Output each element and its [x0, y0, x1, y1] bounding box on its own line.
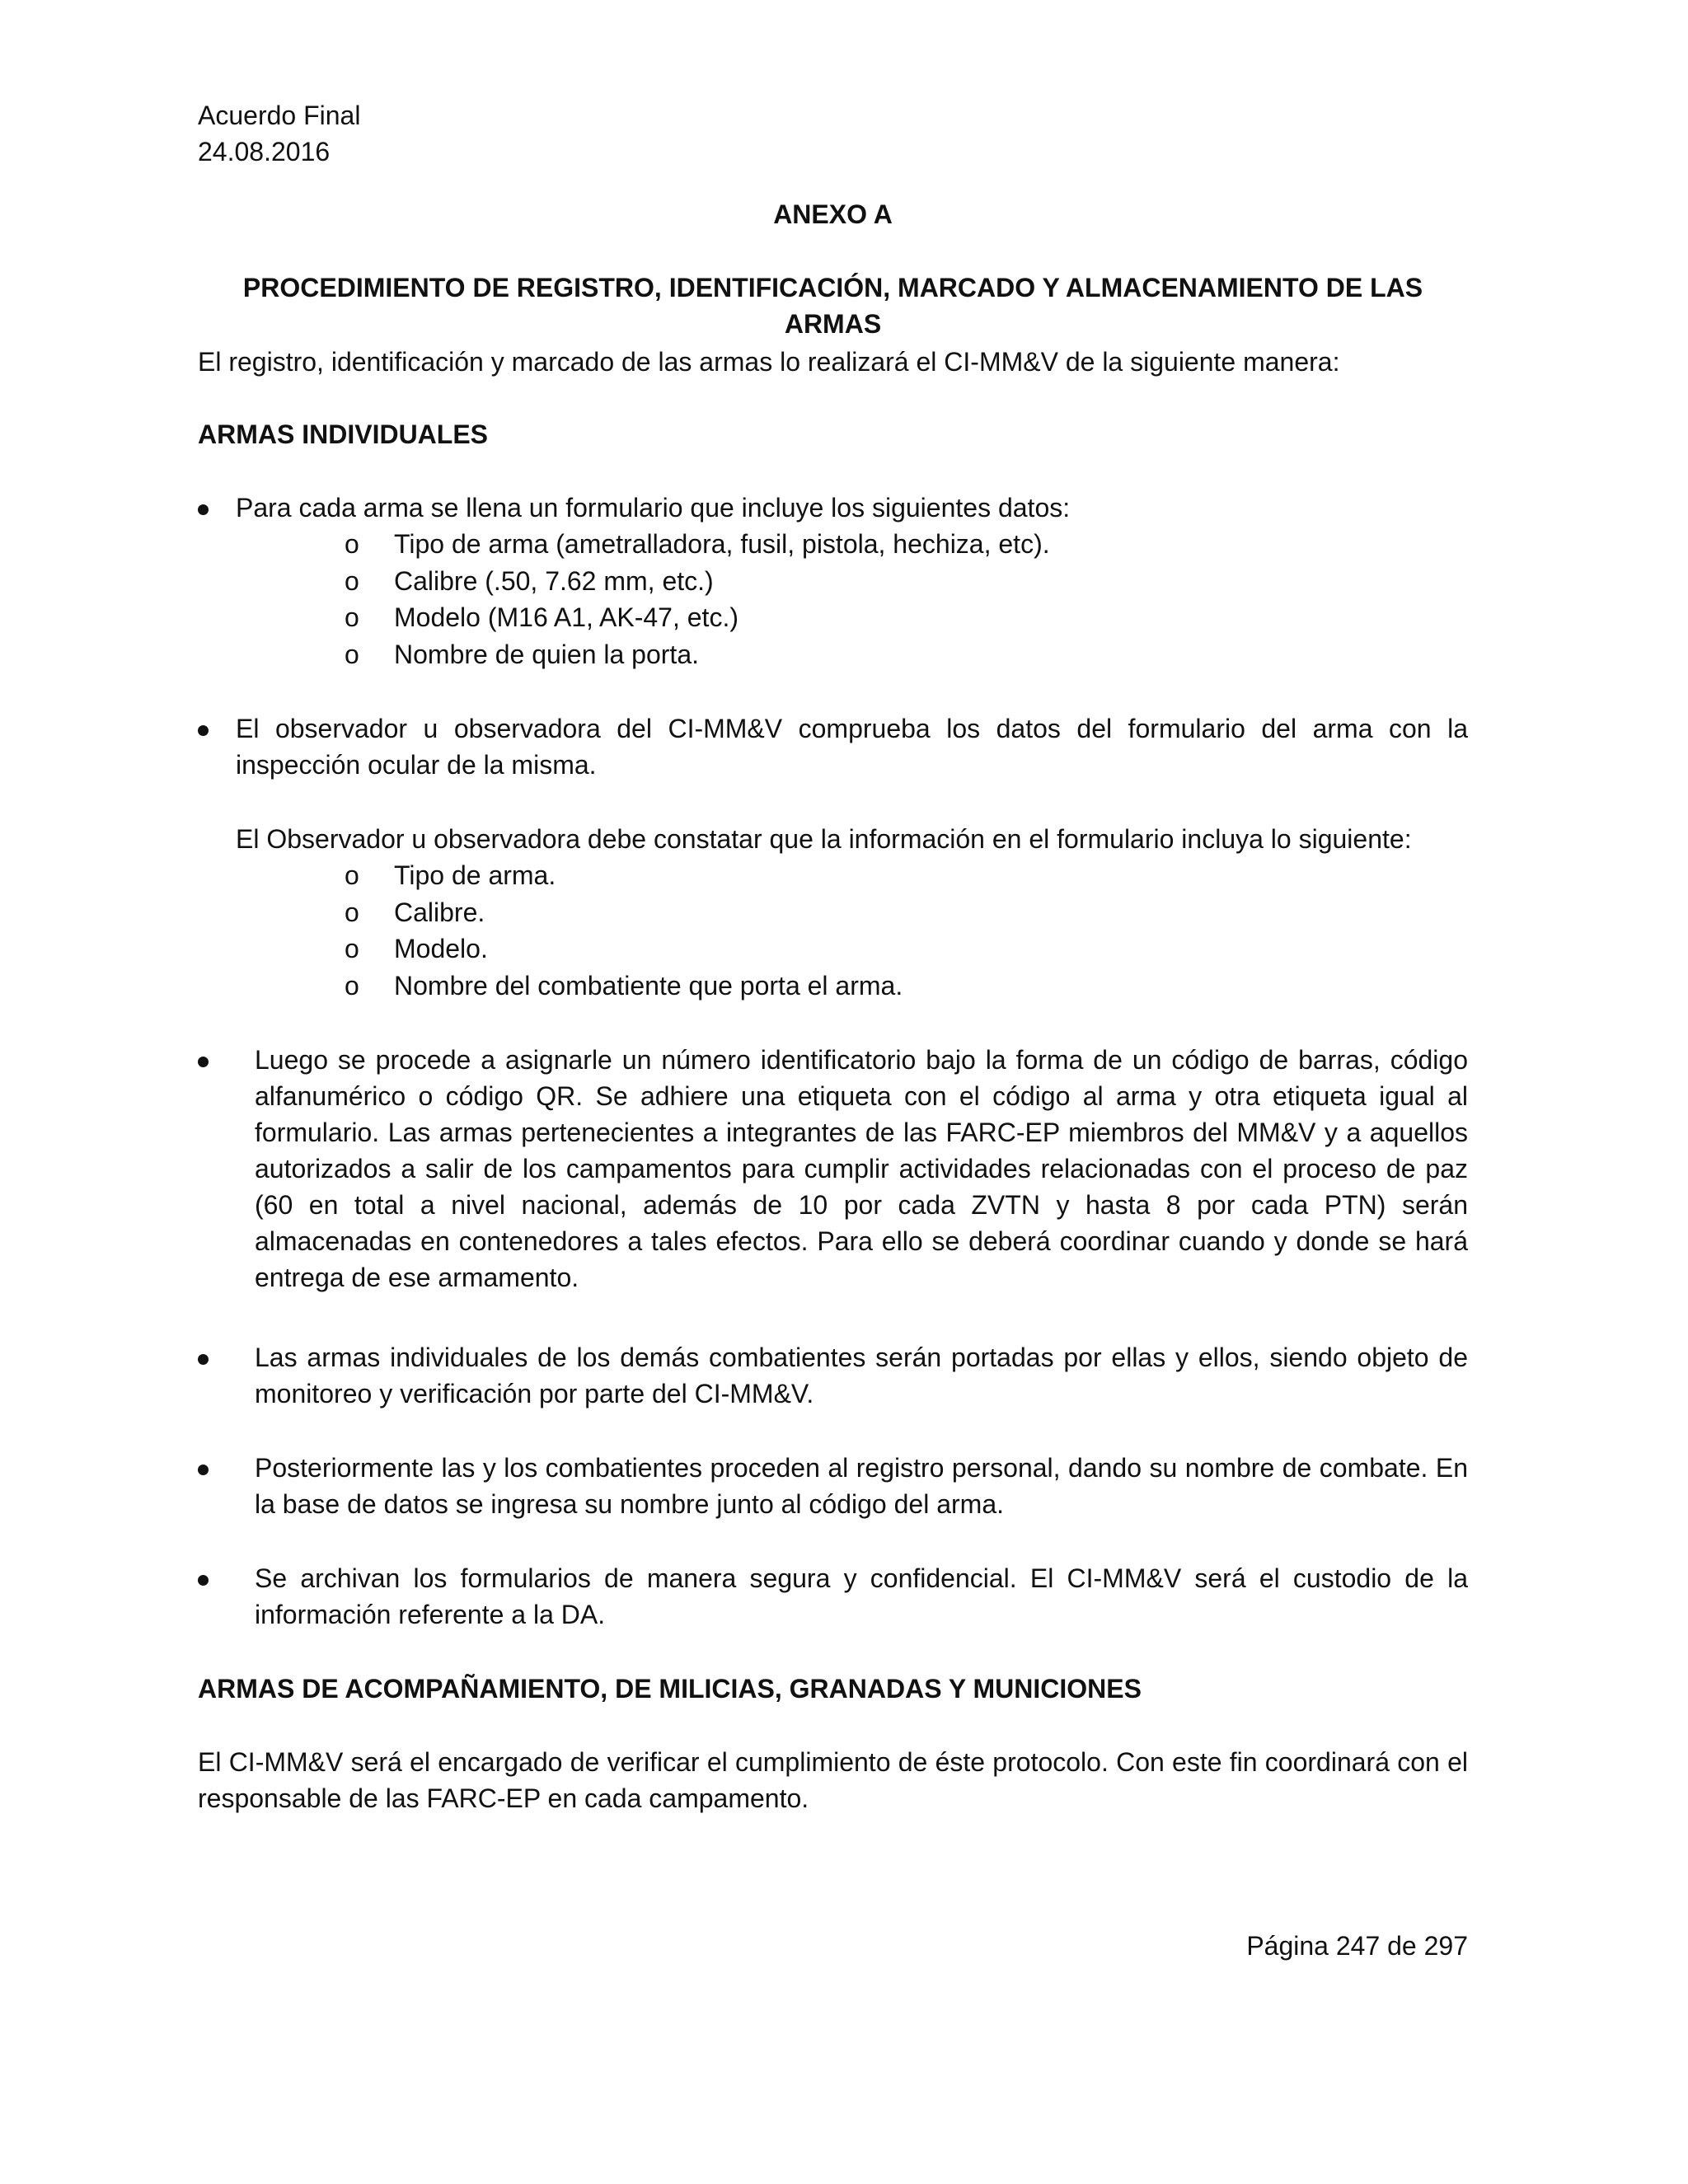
sub-list-item-text: Tipo de arma.	[394, 860, 556, 890]
sub-list-item-text: Nombre del combatiente que porta el arma.	[394, 971, 903, 1001]
sub-bullet-marker: o	[345, 934, 359, 963]
sub-list-item-text: Tipo de arma (ametralladora, fusil, pistola, hechiza, etc).	[394, 529, 1050, 559]
bullet-1-text: Para cada arma se llena un formulario que incluye los siguientes datos:	[236, 493, 1071, 523]
section-heading-individual-weapons: ARMAS INDIVIDUALES	[198, 419, 489, 449]
sub-bullet-marker: o	[345, 566, 359, 596]
sub-bullet-marker: o	[345, 529, 359, 559]
document-header	[198, 97, 360, 170]
bullet-dot	[198, 725, 209, 736]
bullet-6-text: Se archivan los formularios de manera segura y confidencial. El CI-MM&V será el custodio de la información referente a la DA.	[255, 1563, 1468, 1629]
sub-list-item-text: Modelo.	[394, 934, 488, 963]
bullet-2-text: El observador u observadora del CI-MM&V comprueba los datos del formulario del arma con la inspección ocular de la misma.	[236, 714, 1468, 780]
page-number: Página 247 de 297	[1246, 1931, 1468, 1961]
bullet-dot	[198, 504, 209, 515]
sub-bullet-marker: o	[345, 898, 359, 927]
sub-list-item-text: Modelo (M16 A1, AK-47, etc.)	[394, 602, 738, 632]
intro-paragraph: El registro, identificación y marcado de las armas lo realizará el CI-MM&V de la siguiente manera:	[198, 347, 1340, 377]
sub-bullet-marker: o	[345, 971, 359, 1001]
bullet-4-text: Las armas individuales de los demás combatientes serán portadas por ellas y ellos, siendo objeto de monitoreo y verificación por parte del CI-MM&V.	[255, 1343, 1468, 1408]
bullet-dot	[198, 1575, 209, 1586]
bullet-3-text: Luego se procede a asignarle un número identificatorio bajo la forma de un código de barras, código alfanumérico o código QR. Se adhiere una etiqueta con el código al arma y otra etiqueta igual al formulario. Las armas pertenecientes a integrantes de las FARC-EP miembros del MM&V y a aquellos autorizados a salir de los campamentos para cumplir actividades relacionadas con el proceso de paz (60 en total a nivel nacional, además de 10 por cada ZVTN y hasta 8 por cada PTN) serán almacenadas en contenedores a tales efectos. Para ello se deberá coordinar cuando y donde se hará entrega de ese armamento.	[255, 1045, 1468, 1292]
sub-list-item-text: Nombre de quien la porta.	[394, 640, 699, 669]
header-title: Acuerdo Final	[198, 101, 361, 130]
bullet-dot	[198, 1465, 209, 1475]
sub-bullet-marker: o	[345, 860, 359, 890]
section-heading-accompanying-weapons: ARMAS DE ACOMPAÑAMIENTO, DE MILICIAS, GRANADAS Y MUNICIONES	[198, 1674, 1142, 1704]
bullet-2-subtext: El Observador u observadora debe constatar que la información en el formulario incluya lo siguiente:	[236, 824, 1412, 854]
sub-list-item-text: Calibre.	[394, 898, 485, 927]
annex-title: ANEXO A	[773, 199, 893, 229]
sub-bullet-marker: o	[345, 602, 359, 632]
bullet-5-text: Posteriormente las y los combatientes proceden al registro personal, dando su nombre de combate. En la base de datos se ingresa su nombre junto al código del arma.	[255, 1453, 1468, 1519]
main-title: PROCEDIMIENTO DE REGISTRO, IDENTIFICACIÓN, MARCADO Y ALMACENAMIENTO DE LAS ARMAS	[242, 273, 1423, 339]
section-2-paragraph: El CI-MM&V será el encargado de verificar el cumplimiento de éste protocolo. Con este fin coordinará con el responsable de las FARC-EP en cada campamento.	[198, 1747, 1468, 1813]
bullet-dot	[198, 1354, 209, 1365]
sub-list-item-text: Calibre (.50, 7.62 mm, etc.)	[394, 566, 714, 596]
sub-bullet-marker: o	[345, 640, 359, 669]
bullet-dot	[198, 1057, 209, 1067]
header-date: 24.08.2016	[198, 137, 331, 166]
